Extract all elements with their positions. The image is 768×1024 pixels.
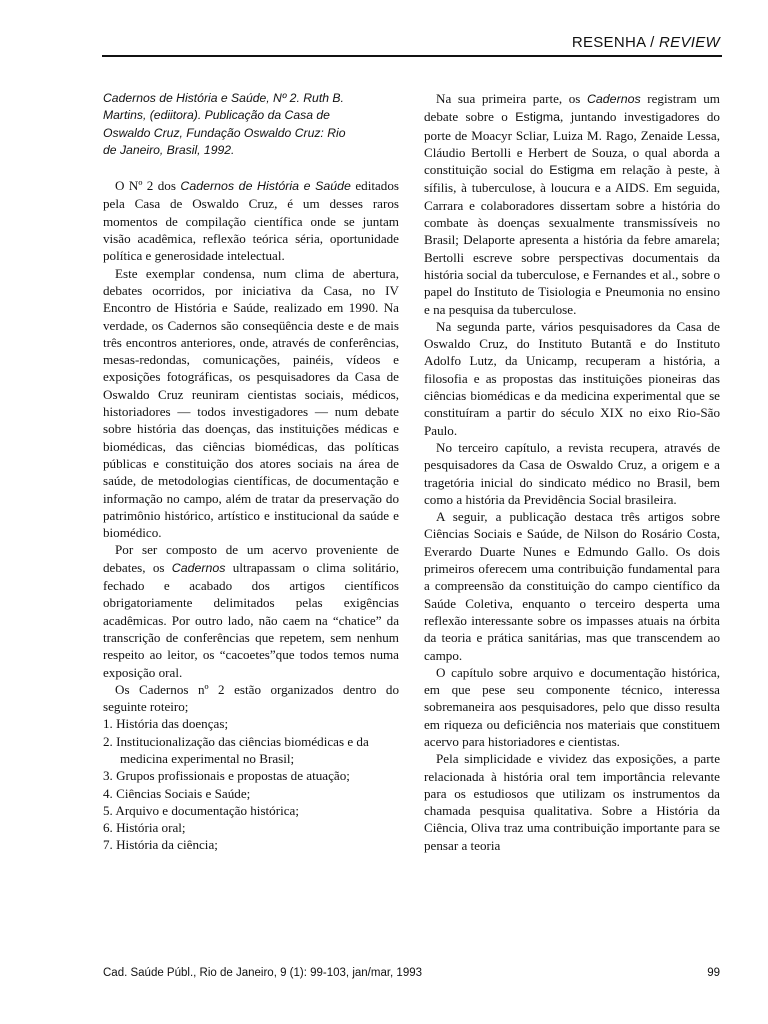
list-item: 3. Grupos profissionais e propostas de atuação; bbox=[103, 768, 350, 784]
journal-title: Cadernos bbox=[586, 92, 641, 106]
book-citation bbox=[103, 90, 399, 159]
paragraph: Este exemplar condensa, num clima de abertura, debates ocorridos, por iniciativa da Casa, no IV Encontro de História e Saúde, realizado em 1990. Na verdade, os Cadernos são conseqüência deste e de mais três encontros anteriores, onde, através de conferências, mesas-redondas, comunicações, painéis, vídeos e exposições fotográficas, os pesquisadores da Casa de Oswaldo Cruz reuniram cientistas sociais, médicos, historiadores — todos investigadores — num debate sobre história das doenças, das instituições médicas e biomédicas, das ciências biomédicas, das políticas públicas e constituição dos atores sociais na área de saúde, de metodologias científicas, de documentação e informação no campo, além de tratar da preservação do patrimônio histórico, artístico e institucional da saúde e biomédico. bbox=[103, 265, 399, 541]
footer-citation: Cad. Saúde Públ., Rio de Janeiro, 9 (1): 99-103, jan/mar, 1993 bbox=[103, 967, 423, 979]
page-footer bbox=[103, 967, 720, 979]
right-column bbox=[424, 90, 720, 854]
list-item: 1. História das doenças; bbox=[103, 716, 229, 732]
term-estigma: Estigma bbox=[549, 163, 594, 178]
citation-line: Cadernos de História e Saúde, Nº 2. Ruth B. bbox=[103, 91, 344, 105]
paragraph: Na segunda parte, vários pesquisadores da Casa de Oswaldo Cruz, do Instituto Butantã e do Instituto Adolfo Lutz, da Unicamp, recuperam a história, a filosofia e as propostas das instituições pioneiras das ciências biomédicas e da medicina experimental que se constituíram a partir do século XIX no eixo Rio-São Paulo. bbox=[424, 318, 720, 438]
list-item: 2. Institucionalização das ciências biomédicas e da medicina experimental no Brasil; bbox=[103, 733, 369, 766]
list-item: 6. História oral; bbox=[103, 820, 186, 836]
citation-line: Martins, (ediitora). Publicação da Casa de bbox=[103, 108, 330, 123]
paragraph: Os Cadernos nº 2 estão organizados dentro do seguinte roteiro; bbox=[103, 681, 399, 715]
citation-line: Oswaldo Cruz, Fundação Oswaldo Cruz: Rio bbox=[103, 125, 346, 140]
paragraph: Por ser composto de um acervo proveniente de debates, os Cadernos ultrapassam o clima solitário, fechado e acabado dos artigos científicos obrigatoriamente delimitados pelas exigências acadêmicas. Por outro lado, não caem na “chatice” da transcrição de conferências que repetem, sem nenhum respeito ao leitor, os “cacoetes”que todos temos numa exposição oral. bbox=[103, 542, 400, 680]
term-estigma: Estigma bbox=[515, 110, 560, 125]
paragraph: Pela simplicidade e vividez das exposições, a parte relacionada à história oral tem importância relevante para os estudiosos que utilizam os instrumentos da chamada pesquisa qualitativa. Sobre a História da Ciência, Oliva traz uma contribuição importante para se pensar a teoria bbox=[424, 751, 720, 853]
journal-title: Cadernos bbox=[171, 560, 226, 575]
paragraph: A seguir, a publicação destaca três artigos sobre Ciências Sociais e Saúde, de Nilson do Rosário Costa, Everardo Duarte Nunes e Edmundo Gallo. Os dois primeiros oferecem uma contribuição fundamental para a compreensão da constituição do campo científico da Saúde Coletiva, enquanto o terceiro desperta uma reflexão interessante sobre os impasses atuais na órbita da teoria e prática sanitárias, mas que transcendem ao campo. bbox=[424, 509, 720, 663]
section-header bbox=[572, 34, 720, 51]
paragraph: No terceiro capítulo, a revista recupera, através de pesquisadores da Casa de Oswaldo Cruz, a origem e a tragetória inicial do sindicato médico no Brasil, bem como a história da Previdência Social brasileira. bbox=[424, 439, 720, 507]
citation-line: de Janeiro, Brasil, 1992. bbox=[103, 142, 235, 157]
contents-list bbox=[103, 715, 399, 853]
list-item: 5. Arquivo e documentação histórica; bbox=[103, 802, 299, 818]
paragraph: O Nº 2 dos Cadernos de História e Saúde editados pela Casa de Oswaldo Cruz, é um desses raros momentos de compilação científica onde se juntam visão acadêmica, reflexão teórica séria, oportunidade política e generosidade intelectual. bbox=[103, 178, 399, 264]
journal-title: Cadernos de História e Saúde bbox=[180, 179, 351, 194]
paragraph: Na sua primeira parte, os Cadernos registram um debate sobre o Estigma, juntando investigadores do porte de Moacyr Scliar, Luiza M. Rago, Zenaide Lessa, Cláudio Bertolli e Herbert de Souza, o qual aborda a constituição social do Estigma em relação à peste, à sífilis, à tuberculose, à loucura e a AIDS. Em seguida, Carrara e colaboradores dissertam sobre a história do combate às doenças sexualmente transmissíveis no Brasil; Delaporte apresenta a história da febre amarela; Bertolli escreve sobre perspectivas documentais da história social da tuberculose, e Fernandes et al., sobre o papel do Instituto de Tisiologia e Pneumonia no ensino e na pesquisa da tuberculose. bbox=[424, 91, 720, 317]
list-item: 4. Ciências Sociais e Saúde; bbox=[103, 785, 251, 801]
section-label: RESENHA bbox=[571, 34, 646, 51]
list-item: 7. História da ciência; bbox=[103, 837, 218, 853]
left-column bbox=[103, 90, 399, 854]
header-rule bbox=[102, 55, 722, 57]
section-separator: / bbox=[645, 34, 660, 51]
section-label-en: REVIEW bbox=[659, 34, 720, 51]
paragraph: O capítulo sobre arquivo e documentação histórica, em que pese seu componente técnico, interessa sobremaneira aos pesquisadores, pelo que disso resulta em riqueza ou deficiência nos materiais que constituem acervo para historiadores e cientistas. bbox=[424, 664, 720, 749]
page-number: 99 bbox=[707, 967, 720, 979]
